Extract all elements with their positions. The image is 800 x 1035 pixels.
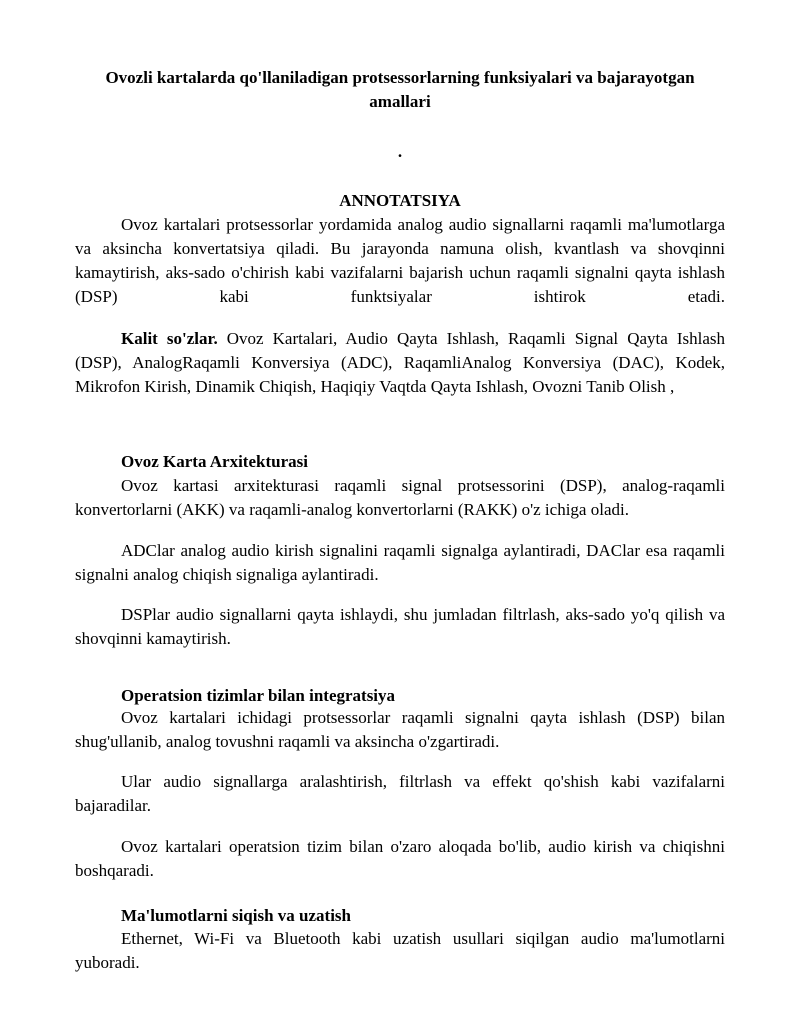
document-title: Ovozli kartalarda qo'llaniladigan protsessorlarning funksiyalari va bajarayotgan amallari bbox=[105, 68, 695, 111]
section-heading-os-integration: Operatsion tizimlar bilan integratsiya bbox=[121, 686, 396, 705]
section-heading-architecture: Ovoz Karta Arxitekturasi bbox=[121, 452, 308, 471]
section-paragraph: Ovoz kartalari ichidagi protsessorlar raqamli signalni qayta ishlash (DSP) bilan shug'ullanib, analog tovushni raqamli va aksincha o'zgartiradi. bbox=[75, 708, 725, 751]
keywords-paragraph bbox=[75, 327, 725, 399]
annotation-paragraph: Ovoz kartalari protsessorlar yordamida analog audio signallarni raqamli ma'lumotlarga va aksincha konvertatsiya qiladi. Bu jarayonda namuna olish, kvantlash va shovqinni kamaytirish, aks-sado o'chirish kabi vazifalarni bajarish uchun raqamli signalni qayta ishlash (DSP) kabi funktsiyalar ishtirok etadi. bbox=[75, 215, 725, 306]
section-paragraph: Ular audio signallarga aralashtirish, filtrlash va effekt qo'shish kabi vazifalarni bajaradilar. bbox=[75, 772, 725, 815]
section-paragraph: ADClar analog audio kirish signalini raqamli signalga aylantiradi, DAClar esa raqamli signalni analog chiqish signaliga aylantiradi. bbox=[75, 541, 725, 584]
keywords-text: Ovoz Kartalari, Audio Qayta Ishlash, Raqamli Signal Qayta Ishlash (DSP), AnalogRaqamli Konversiya (ADC), RaqamliAnalog Konversiya (DAC), Kodek, Mikrofon Kirish, Dinamik Chiqish, Haqiqiy Vaqtda Qayta Ishlash, Ovozni Tanib Olish , bbox=[75, 329, 725, 396]
section-paragraph: Ovoz kartalari operatsion tizim bilan o'zaro aloqada bo'lib, audio kirish va chiqishni boshqaradi. bbox=[75, 837, 725, 880]
keywords-label: Kalit so'zlar. bbox=[121, 329, 218, 348]
title-dot: . bbox=[397, 142, 403, 161]
section-paragraph: DSPlar audio signallarni qayta ishlaydi, shu jumladan filtrlash, aks-sado yo'q qilish va shovqinni kamaytirish. bbox=[75, 605, 725, 648]
section-heading-compression: Ma'lumotlarni siqish va uzatish bbox=[121, 906, 352, 925]
section-paragraph: Ethernet, Wi-Fi va Bluetooth kabi uzatish usullari siqilgan audio ma'lumotlarni yuboradi. bbox=[75, 929, 725, 972]
annotation-heading: ANNOTATSIYA bbox=[339, 191, 461, 210]
section-paragraph: Ovoz kartasi arxitekturasi raqamli signal protsessorini (DSP), analog-raqamli konvertorlarni (AKK) va raqamli-analog konvertorlarni (RAKK) o'z ichiga oladi. bbox=[75, 476, 725, 519]
